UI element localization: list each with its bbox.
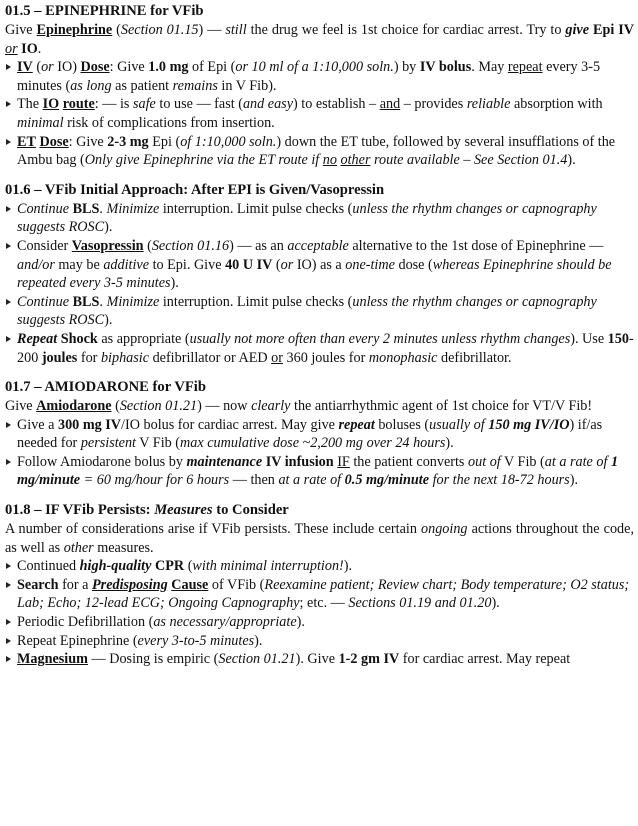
text-run: Predisposing [92, 576, 168, 593]
text-run: ). [296, 614, 305, 631]
text-run: IO [21, 40, 38, 57]
text-run: out of [468, 453, 501, 470]
text-run: 40 U IV [225, 256, 273, 273]
text-run: alternative to the 1st dose of Epinephrine — [348, 237, 604, 254]
text-run: ). [491, 595, 500, 612]
text-run: biphasic [100, 349, 150, 366]
text-run: Reexamine patient; Review chart; Body temperature; O2 status; Lab; Echo; 12-lead ECG; Ongoing Capnography [17, 576, 630, 612]
text-run: or [5, 40, 18, 57]
text-run: absorption with [510, 96, 603, 113]
bullet-item [5, 200, 634, 237]
bullet-item [5, 237, 634, 293]
text-run: Section 01.15 [120, 22, 199, 38]
text-run: at a rate of [544, 453, 611, 470]
text-run: ). [343, 558, 353, 575]
text-run: ). [104, 219, 113, 236]
text-run: other [340, 152, 371, 169]
text-run: of VFib ( [208, 576, 265, 593]
text-run: joules [41, 349, 78, 366]
text-run: IV [17, 59, 33, 76]
text-run: V Fib ( [500, 453, 545, 470]
text-run: or 10 ml of a 1:10,000 soln. [235, 59, 394, 76]
text-run: Dose [39, 133, 69, 150]
text-run: 150 mg IV/IO [488, 416, 570, 433]
text-run: no [322, 152, 337, 169]
text-run: ( [272, 256, 281, 273]
text-run: Epi IV [592, 22, 634, 38]
text-run: the drug we feel is 1st choice for cardiac arrest. Try to [246, 22, 566, 38]
text-run: The [17, 96, 43, 113]
text-run: Only give Epinephrine via the ET route if [84, 152, 323, 169]
text-run: Consider [17, 237, 72, 254]
bullet-item [5, 557, 634, 576]
text-run: or [41, 59, 54, 76]
text-run: ). [445, 435, 454, 452]
text-run: at a rate of [278, 472, 345, 489]
text-run: : Give [109, 59, 149, 76]
bullet-item [5, 613, 634, 632]
text-run: and/or [17, 256, 55, 273]
text-run: Magnesium [17, 651, 88, 668]
text-run: acceptable [287, 237, 349, 254]
text-run: /IO bolus for cardiac arrest. May give [121, 416, 339, 433]
text-run: usually not more often than every 2 minutes unless rhythm changes [189, 330, 571, 347]
text-run: ) by [393, 59, 420, 76]
text-run: Vasopressin [71, 237, 144, 254]
text-run: Minimize [106, 200, 160, 217]
text-run: 150 [607, 330, 629, 347]
text-run: A number of considerations arise if VFib persists. These include certain [5, 521, 421, 538]
text-run: Amiodarone [36, 398, 112, 415]
text-run: BLS [72, 200, 100, 217]
text-run: boluses ( [374, 416, 430, 433]
text-run: interruption. Limit pulse checks ( [159, 293, 353, 310]
text-run: minimal [17, 114, 64, 131]
text-run: Give [5, 22, 37, 38]
text-run: route available – See Section 01.4 [370, 152, 568, 169]
section-title-01-8 [5, 501, 634, 520]
text-run: other [63, 539, 94, 556]
text-run: Repeat [17, 330, 58, 347]
text-run: Repeat Epinephrine ( [17, 632, 138, 649]
text-run: ). [567, 152, 576, 169]
text-run: for a [58, 576, 92, 593]
text-run: 1 mg/minute [17, 453, 619, 489]
bullet-item [5, 416, 634, 453]
text-run: may be [54, 256, 104, 273]
text-run: 1.0 mg [148, 59, 189, 76]
bullet-item [5, 632, 634, 651]
bullet-item [5, 576, 634, 613]
text-run: — then [229, 472, 279, 489]
text-run: dose ( [394, 256, 433, 273]
bullet-item [5, 58, 634, 95]
text-run: monophasic [368, 349, 438, 366]
text-run: . [37, 40, 42, 57]
text-run: interruption. Limit pulse checks ( [159, 200, 353, 217]
bullet-list-01-7 [5, 416, 634, 490]
text-run: to Consider [212, 502, 289, 519]
text-run: ( [112, 22, 121, 38]
bullet-list-01-6 [5, 200, 634, 367]
text-run: for the next 18-72 hours [429, 472, 570, 489]
text-run: remains [172, 77, 218, 94]
text-run: Search [17, 576, 59, 593]
section-intro-01-8 [5, 520, 634, 557]
section-intro-01-5 [5, 21, 634, 58]
text-run: as patient [111, 77, 173, 94]
bullet-list-01-8 [5, 557, 634, 669]
text-run: 0.5 mg/minute [344, 472, 430, 489]
text-run: reliable [466, 96, 511, 113]
text-run: ). Use [570, 330, 608, 347]
text-run: the antiarrhythmic agent of 1st choice for VT/V Fib! [290, 398, 593, 415]
text-run: for [77, 349, 101, 366]
text-run: : — is [94, 96, 133, 113]
text-run: IV bolus [419, 59, 472, 76]
text-run: : Give [68, 133, 108, 150]
text-run: whereas Epinephrine should be repeated every 3-5 minutes [17, 256, 612, 292]
section-title-01-5: 01.5 – EPINEPHRINE for VFib [5, 3, 204, 19]
bullet-item [5, 133, 634, 170]
text-run: repeat [507, 59, 543, 76]
text-run: ) to establish – [293, 96, 380, 113]
text-run: actions throughout the code, as well as [5, 521, 634, 556]
text-run: with minimal interruption! [192, 558, 344, 575]
text-run: ( [111, 398, 120, 415]
text-run: 01.8 – IF VFib Persists: [5, 502, 155, 519]
text-run: Cause [171, 576, 209, 593]
text-run: ) — as an [229, 237, 288, 254]
text-run: . [99, 200, 107, 217]
text-run: every 3-to-5 minutes [137, 632, 255, 649]
text-run: Dose [80, 59, 110, 76]
text-run: route [62, 96, 95, 113]
text-run: Epi ( [148, 133, 181, 150]
text-run: ( [184, 558, 193, 575]
bullet-item [5, 453, 634, 490]
text-run: ). [104, 312, 113, 329]
text-run: ) — [198, 22, 226, 38]
text-run: . [99, 293, 107, 310]
bullet-item [5, 95, 634, 132]
text-run: unless the rhythm changes or capnography suggests ROSC [17, 293, 597, 329]
text-run: Shock [60, 330, 98, 347]
text-run: in V Fib). [217, 77, 277, 94]
text-run: Section 01.21 [119, 398, 198, 415]
text-run: Section 01.21 [218, 651, 296, 668]
text-run: Give a [17, 416, 58, 433]
text-run: Continue [17, 200, 70, 217]
text-run: IV infusion [265, 453, 334, 470]
text-run: Section 01.16 [151, 237, 230, 254]
text-run: ). Give [295, 651, 339, 668]
text-run: ) down the ET tube, followed by several insufflations of the Ambu bag ( [17, 133, 616, 169]
text-run: still [225, 22, 247, 38]
text-run: give [565, 22, 590, 38]
text-run: Sections 01.19 and 01.20 [348, 595, 492, 612]
text-run: to use — fast ( [155, 96, 243, 113]
text-run: unless the rhythm changes or capnography suggests ROSC [17, 200, 597, 236]
text-run: additive [103, 256, 150, 273]
text-run: IO [42, 96, 60, 113]
text-run: and [379, 96, 401, 113]
text-run: – provides [400, 96, 467, 113]
text-run: high-quality [79, 558, 152, 575]
text-run: IO) as a [293, 256, 346, 273]
text-run: max cumulative dose ~2,200 mg over 24 hours [180, 435, 446, 452]
text-run: as necessary/appropriate [153, 614, 297, 631]
text-run: CPR [154, 558, 185, 575]
text-run: maintenance [186, 453, 263, 470]
bullet-list-01-5 [5, 58, 634, 170]
text-run: 2-3 mg [107, 133, 149, 150]
text-run: ). [569, 472, 578, 489]
text-run: = 60 mg/hour for 6 hours [80, 472, 230, 489]
text-run: ). [254, 632, 263, 649]
text-run: ongoing [421, 521, 468, 538]
text-run: IF [337, 453, 350, 470]
text-run: Periodic Defibrillation ( [17, 614, 154, 631]
text-run: as appropriate ( [97, 330, 190, 347]
section-title-01-6: 01.6 – VFib Initial Approach: After EPI is Given/Vasopressin [5, 181, 385, 198]
text-run: . May [471, 59, 508, 76]
bullet-item [5, 330, 634, 367]
bullet-item [5, 650, 634, 669]
text-run: Continue [17, 293, 70, 310]
text-run: 360 joules for [282, 349, 369, 366]
text-run: 1-2 gm IV [338, 651, 400, 668]
text-run: of Epi ( [188, 59, 236, 76]
text-run: risk of complications from insertion. [63, 114, 275, 131]
text-run: or [271, 349, 283, 366]
text-run: and easy [242, 96, 293, 113]
text-run: Epinephrine [36, 22, 113, 38]
text-run: ; etc. — [299, 595, 349, 612]
text-run: — Dosing is empiric ( [87, 651, 219, 668]
text-run: of 1:10,000 soln. [180, 133, 277, 150]
text-run: persistent [80, 435, 136, 452]
section-intro-01-7 [5, 397, 634, 416]
text-run: one-time [345, 256, 395, 273]
text-run: ET [17, 133, 36, 150]
text-run: Give [5, 398, 37, 415]
text-run: ( [143, 237, 152, 254]
text-run: measures. [93, 539, 154, 556]
text-run: Measures [154, 502, 213, 519]
text-run: usually of [429, 416, 489, 433]
text-run: BLS [72, 293, 100, 310]
text-run: ). [170, 275, 179, 292]
text-run: safe [133, 96, 156, 113]
text-run: for cardiac arrest. May repeat [399, 651, 571, 668]
text-run: Follow Amiodarone bolus by [17, 453, 187, 470]
text-run: 300 mg IV [57, 416, 122, 433]
text-run: or [280, 256, 294, 273]
text-run: as long [70, 77, 112, 94]
text-run: V Fib ( [135, 435, 181, 452]
bullet-item [5, 293, 634, 330]
text-run: Minimize [106, 293, 160, 310]
text-run: -200 [17, 330, 634, 366]
text-run: clearly [251, 398, 291, 415]
text-run: to Epi. Give [149, 256, 226, 273]
section-title-01-7: 01.7 – AMIODARONE for VFib [5, 379, 206, 396]
text-run: repeat [338, 416, 375, 433]
text-run: Continued [17, 558, 80, 575]
text-run: ) if/as needed for [17, 416, 603, 452]
text-run: ) — now [197, 398, 252, 415]
text-run: defibrillator. [437, 349, 512, 366]
text-run: every 3-5 minutes ( [17, 59, 601, 94]
text-run: the patient converts [349, 453, 469, 470]
text-run: defibrillator or AED [149, 349, 272, 366]
text-run: ( [32, 59, 42, 76]
text-run: IO) [53, 59, 81, 76]
